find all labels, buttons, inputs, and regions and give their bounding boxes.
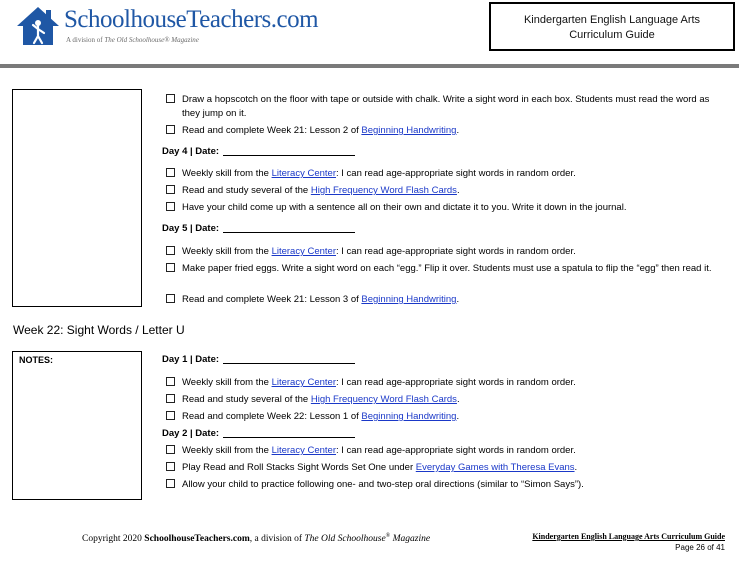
date-blank[interactable] xyxy=(223,155,355,156)
task-text: Draw a hopscotch on the floor with tape or outside with chalk. Write a sight word in each box. Students must read the word as they jump on it. xyxy=(182,94,710,119)
day-2-heading: Day 2 | Date: xyxy=(162,428,355,439)
task-item xyxy=(166,393,726,407)
day-5-heading: Day 5 | Date: xyxy=(162,223,355,234)
notes-box-week21 xyxy=(12,89,142,307)
task-checkbox[interactable] xyxy=(166,479,175,488)
task-text: Play Read and Roll Stacks Sight Words Set One under Everyday Games with Theresa Evans. xyxy=(182,462,578,473)
task-checkbox[interactable] xyxy=(166,168,175,177)
guide-title-line2: Curriculum Guide xyxy=(569,29,655,41)
task-checkbox[interactable] xyxy=(166,185,175,194)
page-number: Page 26 of 41 xyxy=(675,543,725,552)
task-item xyxy=(166,93,726,121)
task-item xyxy=(166,461,726,475)
task-item xyxy=(166,262,726,276)
copyright-notice: Copyright 2020 SchoolhouseTeachers.com, a division of The Old Schoolhouse® Magazine xyxy=(82,533,431,545)
task-text: Read and complete Week 21: Lesson 3 of Beginning Handwriting. xyxy=(182,294,460,305)
header-divider xyxy=(0,64,739,68)
brand-subtitle: A division of The Old Schoolhouse® Magazine xyxy=(66,36,199,44)
task-item xyxy=(166,201,726,215)
task-checkbox[interactable] xyxy=(166,263,175,272)
task-text: Weekly skill from the Literacy Center: I can read age-appropriate sight words in random order. xyxy=(182,377,576,388)
task-checkbox[interactable] xyxy=(166,411,175,420)
flash-cards-link[interactable]: High Frequency Word Flash Cards xyxy=(310,185,457,196)
task-item xyxy=(166,124,726,138)
beginning-handwriting-link[interactable]: Beginning Handwriting xyxy=(361,294,457,305)
task-item xyxy=(166,293,726,307)
beginning-handwriting-link[interactable]: Beginning Handwriting xyxy=(361,125,457,136)
everyday-games-link[interactable]: Everyday Games with Theresa Evans xyxy=(415,462,575,473)
task-item xyxy=(166,167,726,181)
task-checkbox[interactable] xyxy=(166,94,175,103)
date-blank[interactable] xyxy=(223,437,355,438)
flash-cards-link[interactable]: High Frequency Word Flash Cards xyxy=(310,394,457,405)
task-checkbox[interactable] xyxy=(166,445,175,454)
guide-title-box xyxy=(489,2,735,51)
task-text: Read and study several of the High Frequency Word Flash Cards. xyxy=(182,394,460,405)
task-text: Allow your child to practice following one- and two-step oral directions (similar to “Simon Says”). xyxy=(182,479,584,490)
task-item xyxy=(166,376,726,390)
task-text: Make paper fried eggs. Write a sight word on each “egg.” Flip it over. Students must use a spatula to flip the “egg” then read it. xyxy=(182,263,712,274)
task-text: Weekly skill from the Literacy Center: I can read age-appropriate sight words in random order. xyxy=(182,246,576,257)
task-text: Read and study several of the High Frequency Word Flash Cards. xyxy=(182,185,460,196)
date-blank[interactable] xyxy=(223,363,355,364)
logo-house-icon xyxy=(16,6,60,46)
task-checkbox[interactable] xyxy=(166,294,175,303)
task-text: Weekly skill from the Literacy Center: I can read age-appropriate sight words in random order. xyxy=(182,168,576,179)
task-checkbox[interactable] xyxy=(166,377,175,386)
task-item xyxy=(166,184,726,198)
footer-guide-name: Kindergarten English Language Arts Curriculum Guide xyxy=(532,532,725,541)
literacy-center-link[interactable]: Literacy Center xyxy=(271,168,336,179)
literacy-center-link[interactable]: Literacy Center xyxy=(271,377,336,388)
guide-title-line1: Kindergarten English Language Arts xyxy=(523,14,701,26)
footer-page-info xyxy=(532,531,725,553)
task-item xyxy=(166,478,726,492)
notes-box-week22 xyxy=(12,351,142,500)
task-checkbox[interactable] xyxy=(166,246,175,255)
task-item xyxy=(166,410,726,424)
task-checkbox[interactable] xyxy=(166,202,175,211)
day-4-heading: Day 4 | Date: xyxy=(162,146,355,157)
task-checkbox[interactable] xyxy=(166,394,175,403)
task-item xyxy=(166,444,726,458)
literacy-center-link[interactable]: Literacy Center xyxy=(271,445,336,456)
task-checkbox[interactable] xyxy=(166,462,175,471)
task-item xyxy=(166,245,726,259)
notes-label: NOTES: xyxy=(19,355,54,365)
brand-name: SchoolhouseTeachers.com xyxy=(64,6,319,33)
task-text: Read and complete Week 21: Lesson 2 of Beginning Handwriting. xyxy=(182,125,460,136)
week-22-title: Week 22: Sight Words / Letter U xyxy=(13,323,185,337)
day-1-heading: Day 1 | Date: xyxy=(162,354,355,365)
task-text: Read and complete Week 22: Lesson 1 of Beginning Handwriting. xyxy=(182,411,460,422)
literacy-center-link[interactable]: Literacy Center xyxy=(271,246,336,257)
task-text: Weekly skill from the Literacy Center: I can read age-appropriate sight words in random order. xyxy=(182,445,576,456)
task-checkbox[interactable] xyxy=(166,125,175,134)
date-blank[interactable] xyxy=(223,232,355,233)
beginning-handwriting-link[interactable]: Beginning Handwriting xyxy=(361,411,457,422)
task-text: Have your child come up with a sentence all on their own and dictate it to you. Write it down in the journal. xyxy=(182,202,627,213)
